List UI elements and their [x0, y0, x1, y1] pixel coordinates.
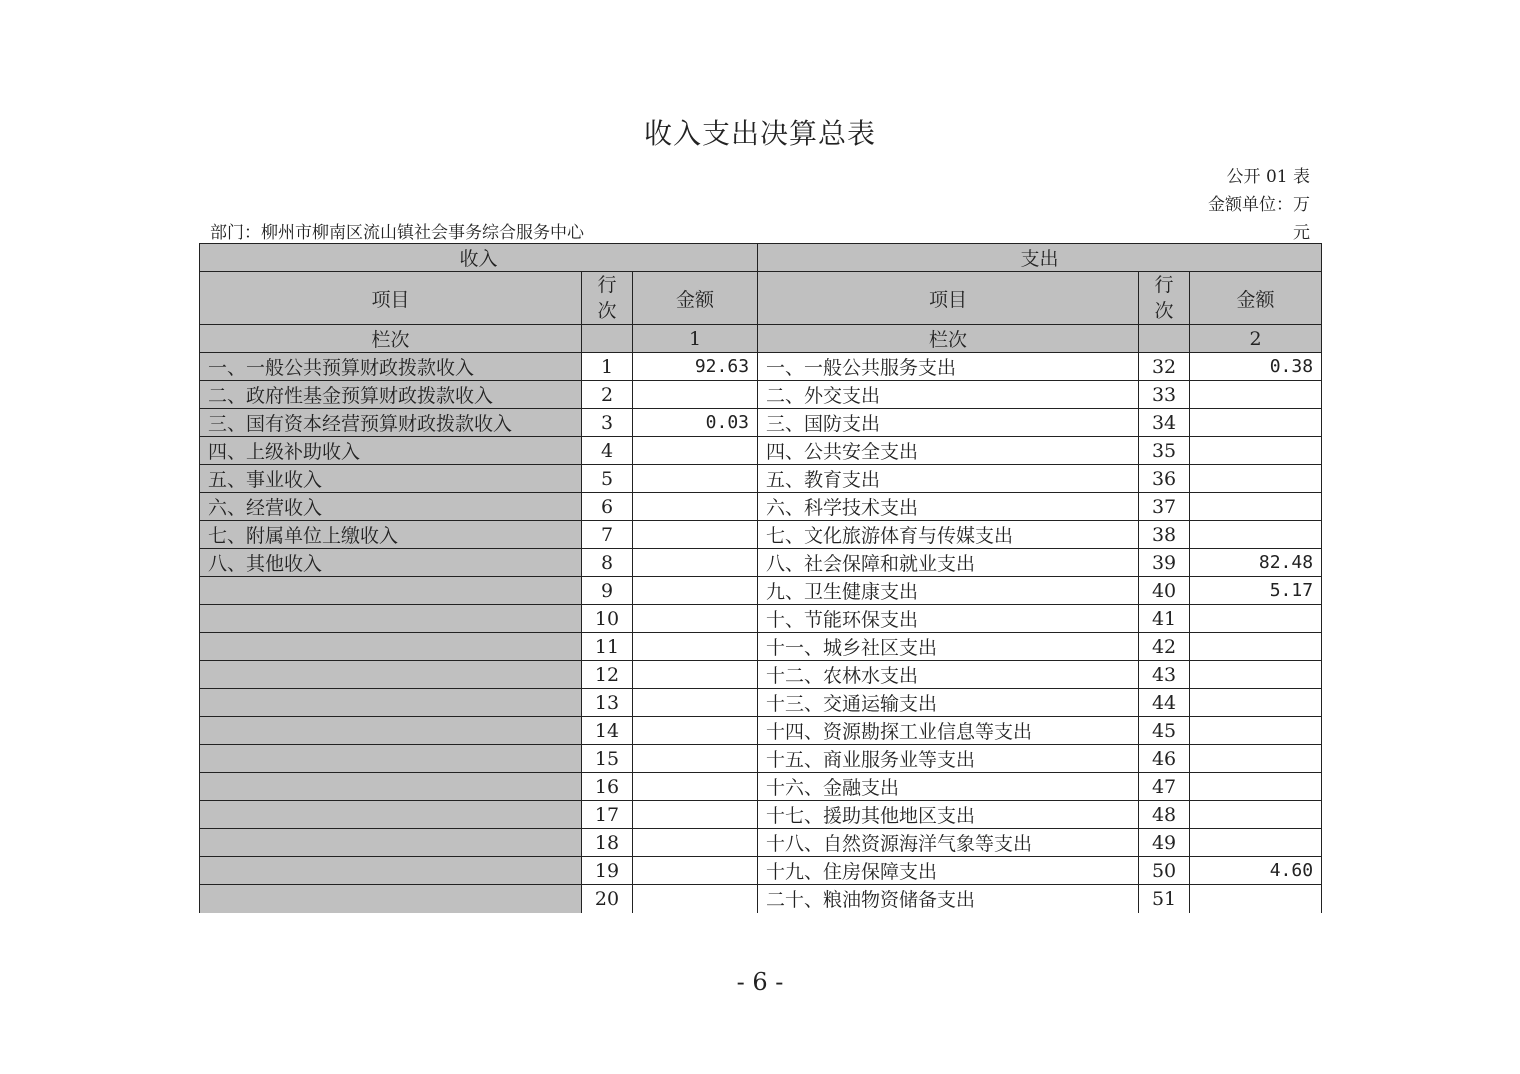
income-item-cell: 八、其他收入: [200, 549, 582, 577]
expense-item-cell: 二十、粮油物资储备支出: [758, 885, 1139, 913]
expense-line-cell: 45: [1139, 717, 1190, 745]
expense-amount-cell: 4.60: [1190, 857, 1322, 885]
expense-line-cell: 49: [1139, 829, 1190, 857]
income-line-cell: 1: [582, 353, 633, 381]
income-amount-cell: [633, 381, 758, 409]
income-line-cell: 6: [582, 493, 633, 521]
table-row: [200, 521, 1322, 549]
income-line-cell: 18: [582, 829, 633, 857]
income-line-cell: 4: [582, 437, 633, 465]
section-header-row: [200, 244, 1322, 272]
income-amount-cell: [633, 661, 758, 689]
expense-amount-cell: [1190, 885, 1322, 913]
income-item-cell: [200, 885, 582, 913]
income-line-cell: 11: [582, 633, 633, 661]
table-row: [200, 577, 1322, 605]
expense-amount-cell: [1190, 521, 1322, 549]
income-line-cell: 10: [582, 605, 633, 633]
expense-line-cell: 35: [1139, 437, 1190, 465]
income-item-header: 项目: [200, 272, 582, 325]
income-line-cell: 14: [582, 717, 633, 745]
income-line-cell: 12: [582, 661, 633, 689]
expense-item-cell: 二、外交支出: [758, 381, 1139, 409]
expense-item-cell: 十四、资源勘探工业信息等支出: [758, 717, 1139, 745]
income-item-cell: [200, 801, 582, 829]
expense-line-cell: 44: [1139, 689, 1190, 717]
expense-item-cell: 六、科学技术支出: [758, 493, 1139, 521]
page-number: - 6 -: [736, 968, 784, 996]
expense-line-cell: 47: [1139, 773, 1190, 801]
expense-line-cell: 43: [1139, 661, 1190, 689]
line-header-top: 行: [597, 274, 617, 296]
income-amount-cell: [633, 801, 758, 829]
income-line-cell: 9: [582, 577, 633, 605]
income-amount-cell: [633, 745, 758, 773]
income-item-cell: [200, 577, 582, 605]
income-amount-cell: [633, 857, 758, 885]
table-row: [200, 465, 1322, 493]
expense-item-cell: 十、节能环保支出: [758, 605, 1139, 633]
income-amount-cell: [633, 885, 758, 913]
amount-unit-label: 金额单位：万: [1208, 195, 1310, 215]
expense-amount-cell: [1190, 605, 1322, 633]
income-column-number: 1: [633, 325, 758, 353]
income-item-cell: [200, 717, 582, 745]
income-column-label: 栏次: [200, 325, 582, 353]
income-line-cell: 17: [582, 801, 633, 829]
income-line-cell: 2: [582, 381, 633, 409]
expense-item-cell: 七、文化旅游体育与传媒支出: [758, 521, 1139, 549]
expense-line-cell: 36: [1139, 465, 1190, 493]
income-item-cell: [200, 829, 582, 857]
expense-amount-cell: [1190, 745, 1322, 773]
expense-amount-cell: [1190, 493, 1322, 521]
table-row: [200, 633, 1322, 661]
income-amount-cell: [633, 549, 758, 577]
expense-line-cell: 51: [1139, 885, 1190, 913]
expense-amount-header: 金额: [1190, 272, 1322, 325]
income-amount-cell: [633, 437, 758, 465]
income-item-cell: 一、一般公共预算财政拨款收入: [200, 353, 582, 381]
expense-line-cell: 37: [1139, 493, 1190, 521]
income-expense-table: [199, 243, 1322, 913]
column-header-row: [200, 272, 1322, 325]
expense-item-cell: 十三、交通运输支出: [758, 689, 1139, 717]
income-line-cell: 13: [582, 689, 633, 717]
income-amount-cell: [633, 493, 758, 521]
income-line-cell: 16: [582, 773, 633, 801]
income-line-cell: 5: [582, 465, 633, 493]
expense-amount-cell: [1190, 661, 1322, 689]
expense-item-cell: 十二、农林水支出: [758, 661, 1139, 689]
expense-line-cell: 34: [1139, 409, 1190, 437]
expense-section-header: 支出: [758, 244, 1322, 272]
income-item-cell: [200, 661, 582, 689]
income-amount-cell: 0.03: [633, 409, 758, 437]
income-item-cell: [200, 633, 582, 661]
table-row: [200, 353, 1322, 381]
table-row: [200, 773, 1322, 801]
income-line-cell: 7: [582, 521, 633, 549]
expense-item-cell: 八、社会保障和就业支出: [758, 549, 1139, 577]
table-row: [200, 661, 1322, 689]
expense-line-cell: 40: [1139, 577, 1190, 605]
expense-item-cell: 四、公共安全支出: [758, 437, 1139, 465]
income-item-cell: [200, 605, 582, 633]
expense-item-cell: 五、教育支出: [758, 465, 1139, 493]
expense-item-cell: 九、卫生健康支出: [758, 577, 1139, 605]
table-row: [200, 493, 1322, 521]
table-row: [200, 605, 1322, 633]
expense-item-cell: 三、国防支出: [758, 409, 1139, 437]
income-amount-header: 金额: [633, 272, 758, 325]
table-row: [200, 885, 1322, 913]
expense-item-cell: 十五、商业服务业等支出: [758, 745, 1139, 773]
expense-amount-cell: [1190, 773, 1322, 801]
table-row: [200, 689, 1322, 717]
expense-line-cell: 41: [1139, 605, 1190, 633]
income-amount-cell: 92.63: [633, 353, 758, 381]
income-line-cell: 15: [582, 745, 633, 773]
expense-line-cell: 32: [1139, 353, 1190, 381]
expense-amount-cell: [1190, 801, 1322, 829]
table-row: [200, 801, 1322, 829]
income-section-header: 收入: [200, 244, 758, 272]
expense-item-cell: 十一、城乡社区支出: [758, 633, 1139, 661]
table-row: [200, 717, 1322, 745]
expense-amount-cell: 0.38: [1190, 353, 1322, 381]
income-item-cell: 二、政府性基金预算财政拨款收入: [200, 381, 582, 409]
expense-amount-cell: [1190, 437, 1322, 465]
expense-item-cell: 十七、援助其他地区支出: [758, 801, 1139, 829]
expense-line-cell: 46: [1139, 745, 1190, 773]
table-row: [200, 549, 1322, 577]
table-row: [200, 437, 1322, 465]
income-item-cell: 七、附属单位上缴收入: [200, 521, 582, 549]
expense-amount-cell: 5.17: [1190, 577, 1322, 605]
income-amount-cell: [633, 521, 758, 549]
expense-amount-cell: [1190, 381, 1322, 409]
expense-line-cell: 42: [1139, 633, 1190, 661]
income-amount-cell: [633, 465, 758, 493]
expense-line-cell: 33: [1139, 381, 1190, 409]
income-item-cell: 三、国有资本经营预算财政拨款收入: [200, 409, 582, 437]
expense-amount-cell: [1190, 633, 1322, 661]
expense-column-number: 2: [1190, 325, 1322, 353]
expense-item-header: 项目: [758, 272, 1139, 325]
expense-item-cell: 一、一般公共服务支出: [758, 353, 1139, 381]
expense-line-cell: 48: [1139, 801, 1190, 829]
expense-amount-cell: [1190, 409, 1322, 437]
expense-column-label: 栏次: [758, 325, 1139, 353]
expense-item-cell: 十六、金融支出: [758, 773, 1139, 801]
expense-item-cell: 十八、自然资源海洋气象等支出: [758, 829, 1139, 857]
expense-amount-cell: [1190, 717, 1322, 745]
income-line-header: [582, 272, 633, 325]
income-amount-cell: [633, 577, 758, 605]
income-item-cell: 五、事业收入: [200, 465, 582, 493]
line-header-bottom: 次: [1154, 300, 1174, 322]
income-line-cell: 20: [582, 885, 633, 913]
income-item-cell: 四、上级补助收入: [200, 437, 582, 465]
page-title: 收入支出决算总表: [643, 117, 876, 150]
form-code: 公开 01 表: [1226, 167, 1310, 187]
income-item-cell: [200, 689, 582, 717]
expense-line-cell: 38: [1139, 521, 1190, 549]
income-line-blank: [582, 325, 633, 353]
column-number-row: [200, 325, 1322, 353]
income-item-cell: [200, 773, 582, 801]
expense-line-blank: [1139, 325, 1190, 353]
expense-amount-cell: [1190, 465, 1322, 493]
income-amount-cell: [633, 689, 758, 717]
income-amount-cell: [633, 829, 758, 857]
department-label: 部门：柳州市柳南区流山镇社会事务综合服务中心: [210, 223, 584, 243]
line-header-top: 行: [1154, 274, 1174, 296]
amount-unit-label-cont: 元: [1293, 223, 1310, 243]
income-line-cell: 19: [582, 857, 633, 885]
income-line-cell: 3: [582, 409, 633, 437]
income-amount-cell: [633, 773, 758, 801]
income-item-cell: [200, 857, 582, 885]
expense-line-cell: 50: [1139, 857, 1190, 885]
line-header-bottom: 次: [597, 300, 617, 322]
income-line-cell: 8: [582, 549, 633, 577]
expense-amount-cell: [1190, 829, 1322, 857]
expense-amount-cell: [1190, 689, 1322, 717]
expense-item-cell: 十九、住房保障支出: [758, 857, 1139, 885]
table-row: [200, 745, 1322, 773]
income-item-cell: 六、经营收入: [200, 493, 582, 521]
expense-amount-cell: 82.48: [1190, 549, 1322, 577]
income-amount-cell: [633, 717, 758, 745]
income-item-cell: [200, 745, 582, 773]
income-amount-cell: [633, 633, 758, 661]
expense-line-cell: 39: [1139, 549, 1190, 577]
income-amount-cell: [633, 605, 758, 633]
table-row: [200, 409, 1322, 437]
table-row: [200, 857, 1322, 885]
expense-line-header: [1139, 272, 1190, 325]
table-row: [200, 381, 1322, 409]
table-row: [200, 829, 1322, 857]
